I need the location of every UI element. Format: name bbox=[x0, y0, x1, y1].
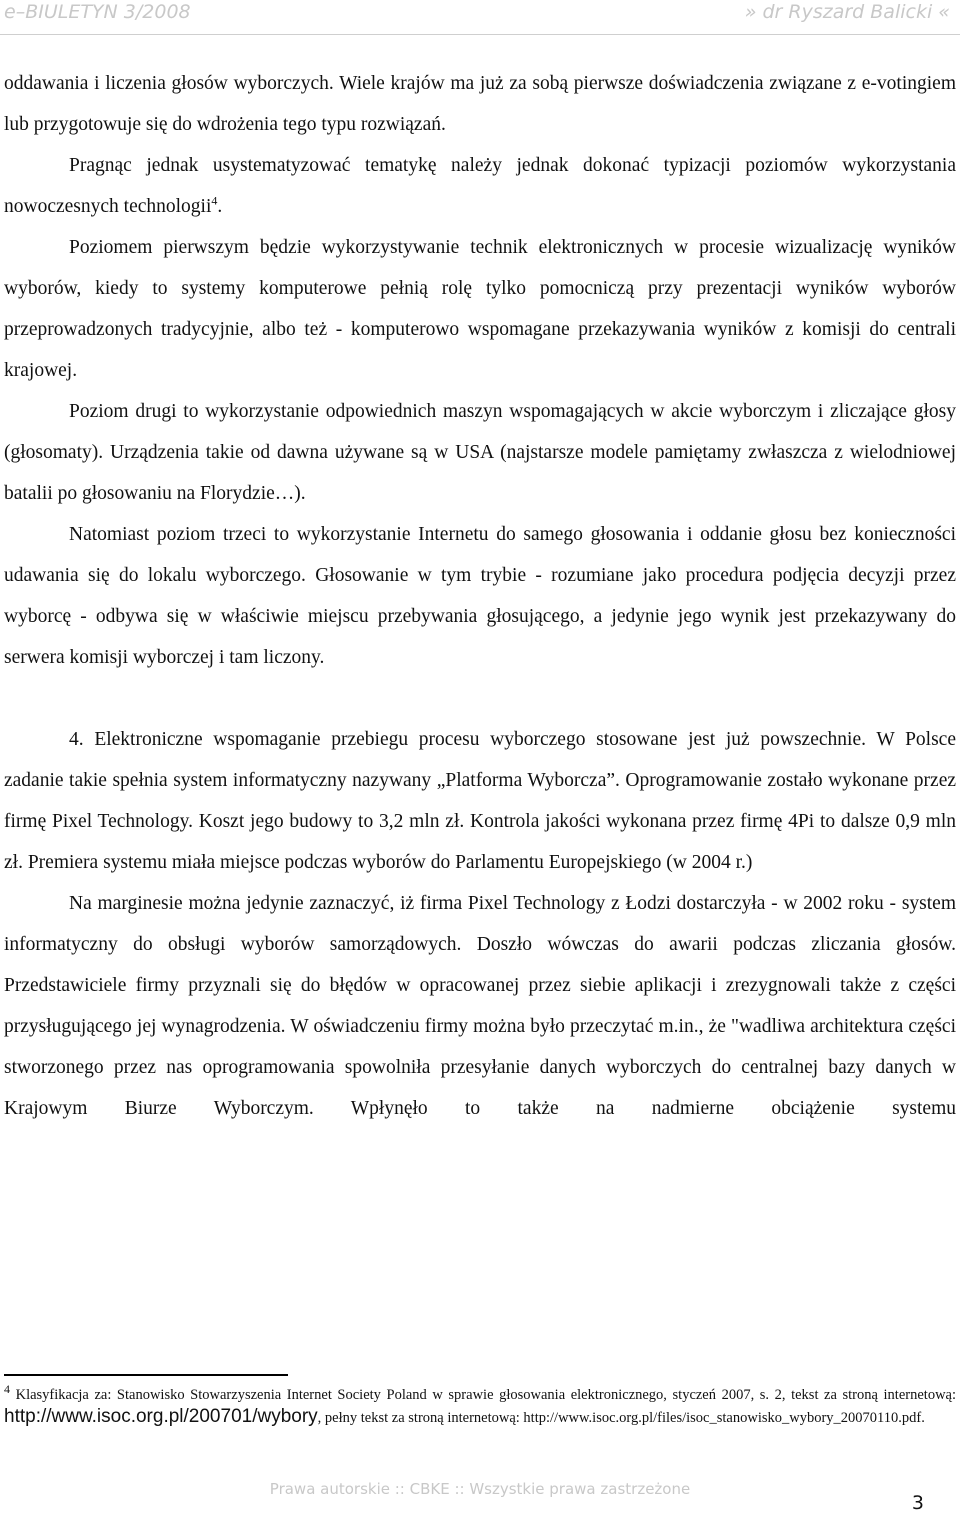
paragraph-2-end: . bbox=[217, 196, 223, 217]
footnote-text-b: , pełny tekst za stroną internetową: http://www.isoc.org.pl/files/isoc_stanowisko_wybory_20070110.pdf. bbox=[317, 1410, 925, 1426]
paragraph-gap bbox=[4, 678, 956, 719]
footnote-mark: 4 bbox=[4, 1382, 10, 1397]
paragraph-5: Natomiast poziom trzeci to wykorzystanie Internetu do samego głosowania i oddanie głosu bez konieczności udawania się do lokalu wyborczego. Głosowanie w tym trybie - rozumiane jako procedura podjęcia decyzji przez wyborcę - odbywa się w właściwie miejscu przebywania głosującego, a jedynie jego wynik jest przekazywany do serwera komisji wyborczej i tam liczony. bbox=[4, 524, 956, 668]
paragraph-1: oddawania i liczenia głosów wyborczych. Wiele krajów ma już za sobą pierwsze doświadczenia związane z e-votingiem lub przygotowuje się do wdrożenia tego typu rozwiązań. bbox=[4, 73, 956, 135]
journal-title: e–BIULETYN 3/2008 bbox=[4, 1, 191, 23]
footnote-text-a: Klasyfikacja za: Stanowisko Stowarzyszenia Internet Society Poland w sprawie głosowania elektronicznego, styczeń 2007, s. 2, tekst za stroną internetową: bbox=[15, 1387, 957, 1403]
article-body bbox=[4, 63, 956, 1129]
footnote-divider bbox=[4, 1374, 288, 1376]
footnote-reference[interactable]: 4 bbox=[211, 193, 218, 208]
page-number: 3 bbox=[911, 1492, 924, 1514]
paragraph-7: Na marginesie można jedynie zaznaczyć, iż firma Pixel Technology z Łodzi dostarczyła - w 2002 roku - system informatyczny do obsługi wyborów samorządowych. Doszło wówczas do awarii podczas zliczania głosów. Przedstawiciele firmy przyznali się do błędów w opracowanej przez siebie aplikacji i zrezygnowali także z części przysługującego jej wynagrodzenia. W oświadczeniu firmy można było przeczytać m.in., że "wadliwa architektura części stworzonego przez nas oprogramowania spowolniła przesyłanie danych wyborczych do centralnej bazy danych w Krajowym Biurze Wyborczym. Wpłynęło to także na nadmierne obciążenie systemu bbox=[4, 893, 956, 1119]
footnote bbox=[4, 1384, 956, 1429]
paragraph-6: 4. Elektroniczne wspomaganie przebiegu procesu wyborczego stosowane jest już powszechnie. W Polsce zadanie takie spełnia system informatyczny nazywany „Platforma Wyborcza”. Oprogramowanie zostało wykonane przez firmę Pixel Technology. Koszt jego budowy to 3,2 mln zł. Kontrola jakości wykonana przez firmę 4Pi to dalsze 0,9 mln zł. Premiera systemu miała miejsce podczas wyborów do Parlamentu Europejskiego (w 2004 r.) bbox=[4, 729, 956, 873]
paragraph-2-text: Pragnąc jednak usystematyzować tematykę należy jednak dokonać typizacji poziomów wykorzystania nowoczesnych technologii bbox=[4, 155, 956, 217]
paragraph-4: Poziom drugi to wykorzystanie odpowiednich maszyn wspomagających w akcie wyborczym i zliczające głosy (głosomaty). Urządzenia takie od dawna używane są w USA (najstarsze modele pamiętamy zwłaszcza z wielodniowej batalii po głosowaniu na Florydzie…). bbox=[4, 401, 956, 504]
paragraph-3: Poziomem pierwszym będzie wykorzystywanie technik elektronicznych w procesie wizualizację wyników wyborów, kiedy to systemy komputerowe pełnią rolę tylko pomocniczą przy prezentacji wyników wyborów przeprowadzonych tradycyjnie, albo też - komputerowo wspomagane przekazywania wyników z komisji do centrali krajowej. bbox=[4, 237, 956, 381]
author-name: » dr Ryszard Balicki « bbox=[744, 1, 950, 23]
footnote-link[interactable]: http://www.isoc.org.pl/200701/wybory bbox=[4, 1406, 318, 1427]
paragraph-2 bbox=[4, 145, 956, 227]
page-header bbox=[0, 0, 960, 28]
copyright-notice: Prawa autorskie :: CBKE :: Wszystkie prawa zastrzeżone bbox=[269, 1480, 691, 1498]
header-divider bbox=[0, 34, 960, 35]
